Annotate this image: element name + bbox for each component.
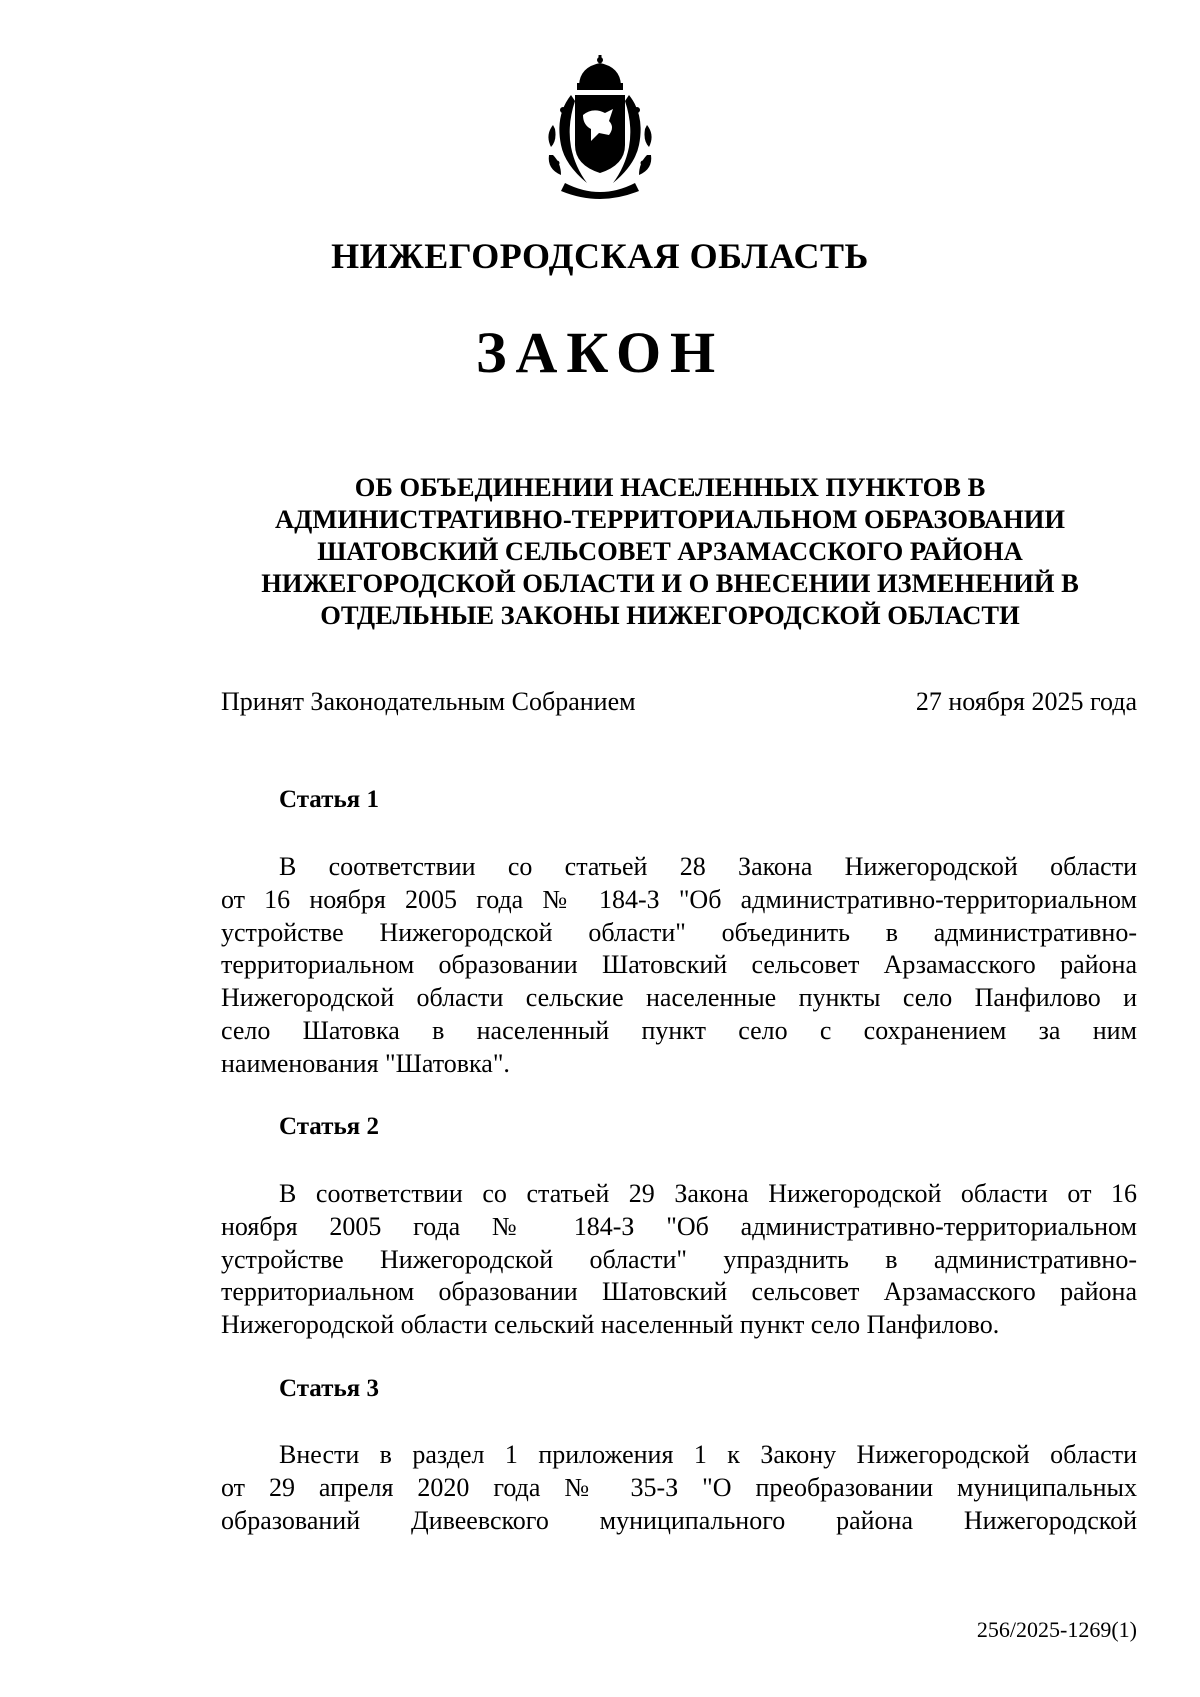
coat-of-arms-icon [535, 55, 665, 205]
law-title-line: ОТДЕЛЬНЫЕ ЗАКОНЫ НИЖЕГОРОДСКОЙ ОБЛАСТИ [320, 600, 1020, 630]
article-line: село Шатовка в населенный пункт село с сохранением за ним [221, 1015, 1137, 1045]
article-heading: Статья 1 [279, 786, 379, 813]
article-text [221, 1439, 1137, 1537]
article-line: устройстве Нижегородской области" упразднить в административно- [221, 1244, 1137, 1274]
article-line: от 16 ноября 2005 года № 184-З "Об административно-территориальном [221, 884, 1137, 914]
article-line: территориальном образовании Шатовский сельсовет Арзамасского района [221, 950, 1137, 980]
article-line: наименования "Шатовка". [221, 1048, 510, 1078]
law-title-line: АДМИНИСТРАТИВНО-ТЕРРИТОРИАЛЬНОМ ОБРАЗОВАНИИ [275, 504, 1065, 534]
article-line: Внести в раздел 1 приложения 1 к Закону Нижегородской области [279, 1440, 1137, 1469]
article-line: В соответствии со статьей 28 Закона Нижегородской области [279, 852, 1137, 881]
adopted-by: Принят Законодательным Собранием [221, 687, 636, 716]
adoption-date: 27 ноября 2025 года [915, 687, 1137, 716]
article-line: В соответствии со статьей 29 Закона Нижегородской области от 16 [279, 1179, 1137, 1208]
article-line: от 29 апреля 2020 года № 35-З "О преобразовании муниципальных [221, 1472, 1137, 1502]
article-line: территориальном образовании Шатовский сельсовет Арзамасского района [221, 1277, 1137, 1307]
law-title [205, 471, 1135, 631]
article-heading: Статья 3 [279, 1375, 379, 1402]
article-line: Нижегородской области сельский населенный пункт село Панфилово. [221, 1310, 1000, 1340]
document-number: 256/2025-1269(1) [976, 1617, 1137, 1642]
article-line: образований Дивеевского муниципального района Нижегородской [221, 1505, 1137, 1535]
law-title-line: ОБ ОБЪЕДИНЕНИИ НАСЕЛЕННЫХ ПУНКТОВ В [354, 472, 986, 502]
article-line: устройстве Нижегородской области" объединить в административно- [221, 917, 1137, 947]
law-title-line: ШАТОВСКИЙ СЕЛЬСОВЕТ АРЗАМАССКОГО РАЙОНА [317, 536, 1023, 566]
article-line: Нижегородской области сельские населенные пункты село Панфилово и [221, 983, 1137, 1013]
region-name: НИЖЕГОРОДСКАЯ ОБЛАСТЬ [331, 236, 869, 276]
law-title-line: НИЖЕГОРОДСКОЙ ОБЛАСТИ И О ВНЕСЕНИИ ИЗМЕНЕНИЙ В [261, 568, 1079, 598]
adoption-line [221, 686, 1137, 718]
article-text [221, 851, 1137, 1081]
article-text [221, 1178, 1137, 1342]
article-heading: Статья 2 [279, 1113, 379, 1140]
article-line: ноября 2005 года № 184-З "Об административно-территориальном [221, 1211, 1137, 1241]
document-type: ЗАКОН [475, 320, 725, 385]
